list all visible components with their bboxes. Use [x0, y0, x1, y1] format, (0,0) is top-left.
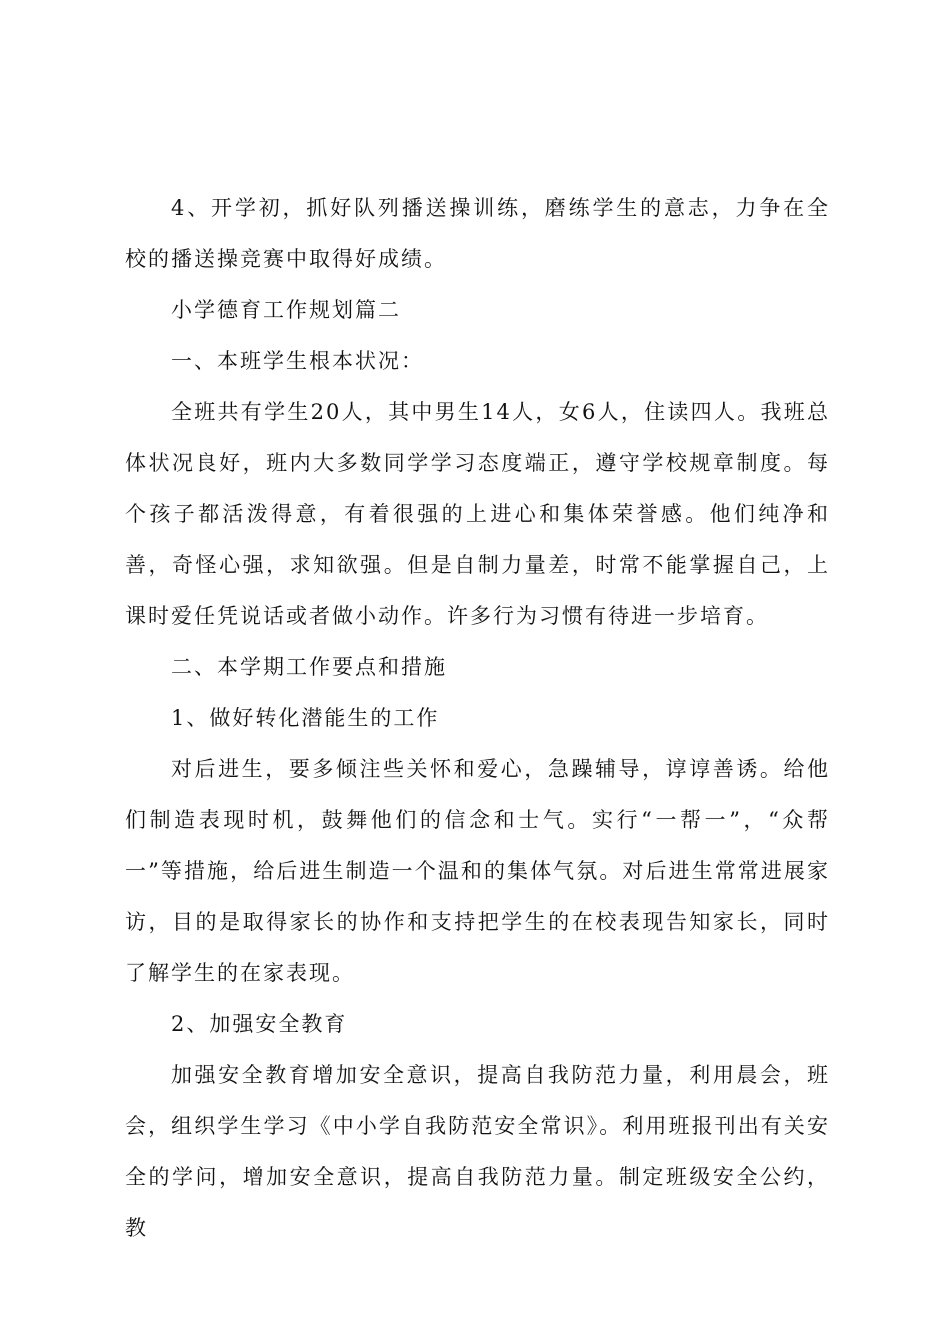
- paragraph-item-1: 对后进生，要多倾注些关怀和爱心，急躁辅导，谆谆善诱。给他们制造表现时机，鼓舞他们的信念和士气。实行“一帮一”，“众帮一”等措施，给后进生制造一个温和的集体气氛。对后进生常常进展家访，目的是取得家长的协作和支持把学生的在校表现告知家长，同时了解学生的在家表现。: [125, 757, 830, 985]
- heading-item-2: 2、加强安全教育: [171, 1012, 348, 1036]
- document-body: [125, 183, 830, 1254]
- paragraph-student-situation: 全班共有学生20人，其中男生14人，女6人，住读四人。我班总体状况良好，班内大多数同学学习态度端正，遵守学校规章制度。每个孩子都活泼得意，有着很强的上进心和集体荣誉感。他们纯净和善，奇怪心强，求知欲强。但是自制力量差，时常不能掌握自己，上课时爱任凭说话或者做小动作。许多行为习惯有待进一步培育。: [125, 400, 830, 628]
- heading-work-points: 二、本学期工作要点和措施: [171, 655, 447, 679]
- heading-student-situation: 一、本班学生根本状况：: [171, 349, 424, 373]
- section-title: 小学德育工作规划篇二: [171, 298, 401, 322]
- paragraph-item-2: 加强安全教育增加安全意识，提高自我防范力量，利用晨会，班会，组织学生学习《中小学自我防范安全常识》。利用班报刊出有关安全的学问，增加安全意识，提高自我防范力量。制定班级安全公约，教: [125, 1063, 830, 1240]
- paragraph-item-4: 4、开学初，抓好队列播送操训练，磨练学生的意志，力争在全校的播送操竞赛中取得好成绩。: [125, 196, 830, 271]
- heading-item-1: 1、做好转化潜能生的工作: [171, 706, 440, 730]
